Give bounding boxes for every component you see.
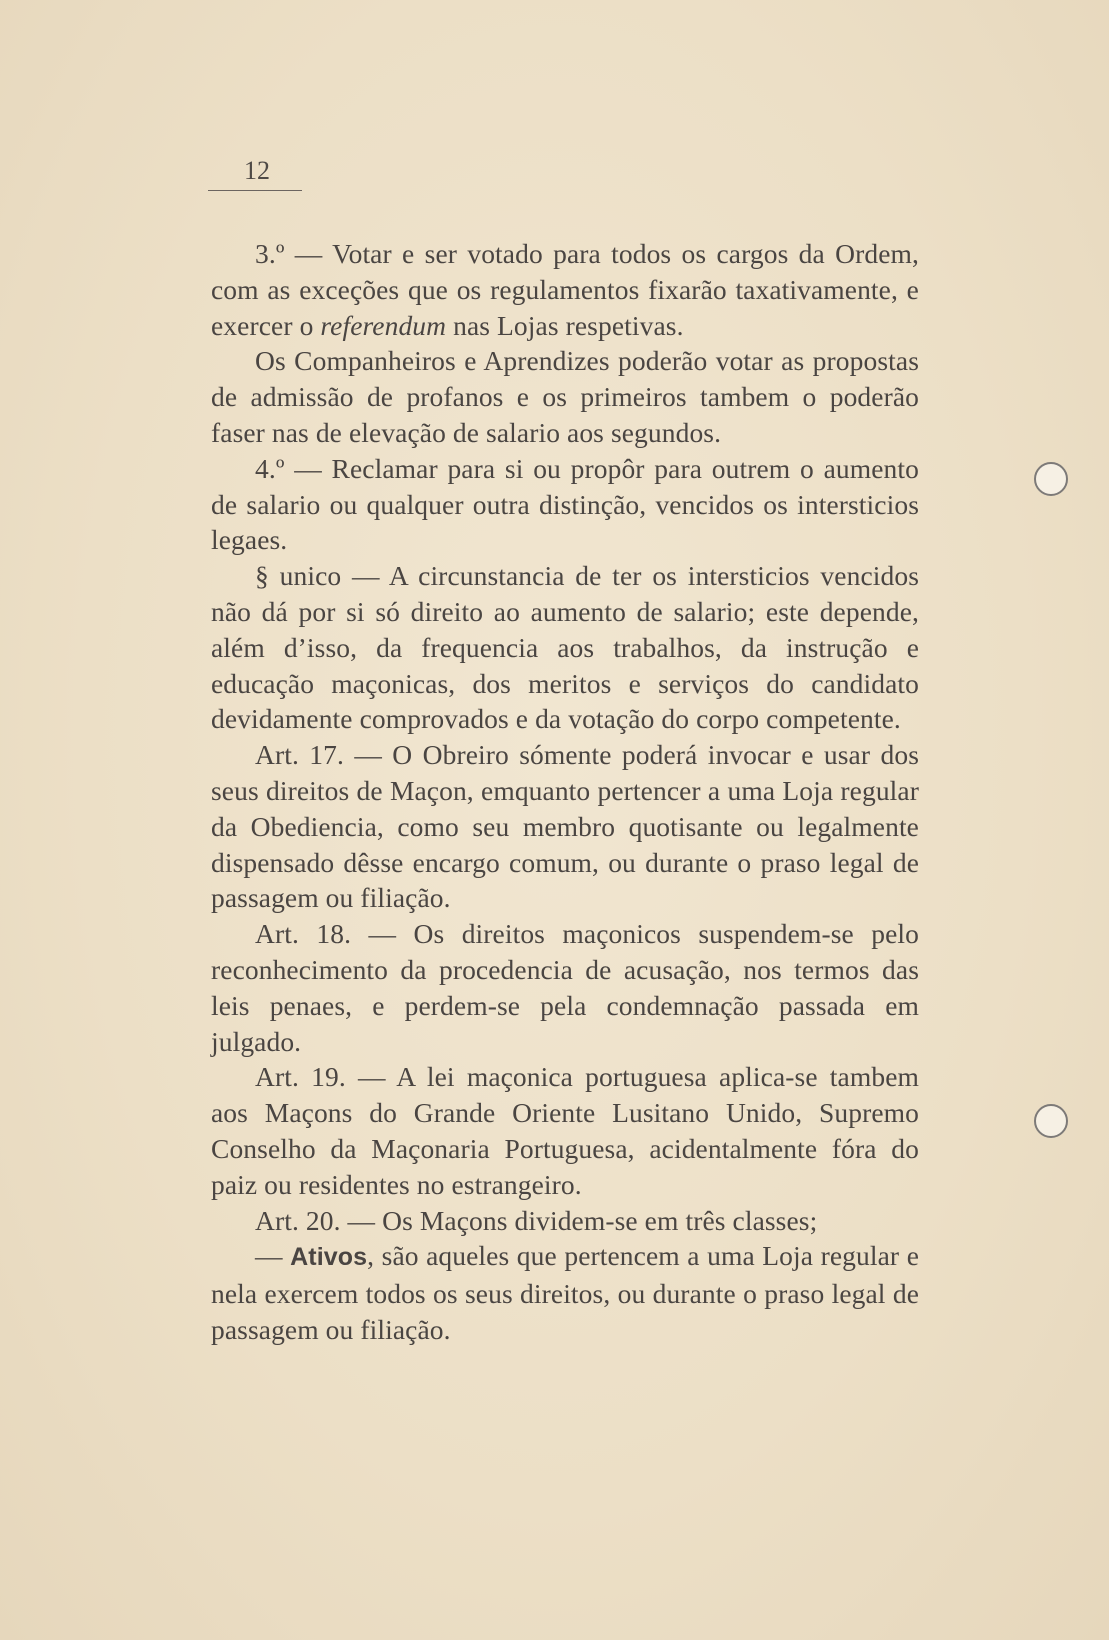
paragraph-companheiros: Os Companheiros e Aprendizes poderão votar as propostas de admissão de profanos e os primeiros tambem o poderão faser nas de elevação de salario aos segundos. xyxy=(211,345,919,448)
paragraph-item-4: 4.º — Reclamar para si ou propôr para outrem o aumento de salario ou qualquer outra distinção, vencidos os intersticios legaes. xyxy=(211,452,919,556)
paragraph-art-20: Art. 20. — Os Maçons dividem-se em três classes; xyxy=(255,1204,818,1236)
body-text xyxy=(211,236,919,1348)
paragraph-art-17: Art. 17. — O Obreiro sómente poderá invocar e usar dos seus direitos de Maçon, emquanto pertencer a uma Loja regular da Obediencia, como seu membro quotisante ou legalmente dispensado dêsse encargo comum, ou durante o praso legal de passagem ou filiação. xyxy=(211,739,919,914)
paragraph-unico: § unico — A circunstancia de ter os intersticios vencidos não dá por si só direito ao aumento de salario; este depende, além d’isso, da frequencia aos trabalhos, da instrução e educação maçonicas, dos meritos e serviços do candidato devidamente comprovados e da votação do corpo competente. xyxy=(211,560,919,735)
paragraph-item-3: 3.º — Votar e ser votado para todos os cargos da Ordem, com as exceções que os regulamentos fixarão taxativamente, e exercer o referendum nas Lojas respetivas. xyxy=(211,238,919,341)
paragraph-art-18: Art. 18. — Os direitos maçonicos suspendem-se pelo reconhecimento da procedencia de acusação, nos termos das leis penaes, e perdem-se pela condemnação passada em julgado. xyxy=(211,918,919,1057)
binding-hole-mark xyxy=(1034,462,1068,496)
page-number: 12 xyxy=(244,156,270,185)
paragraph-ativos: — Ativos, são aqueles que pertencem a uma Loja regular e nela exercem todos os seus direitos, ou durante o praso legal de passagem ou filiação. xyxy=(211,1240,919,1345)
page-number-rule xyxy=(208,190,302,191)
binding-hole-mark xyxy=(1034,1104,1068,1138)
paragraph-art-19: Art. 19. — A lei maçonica portuguesa aplica-se tambem aos Maçons do Grande Oriente Lusitano Unido, Supremo Conselho da Maçonaria Portuguesa, acidentalmente fóra do paiz ou residentes no estrangeiro. xyxy=(211,1061,919,1200)
